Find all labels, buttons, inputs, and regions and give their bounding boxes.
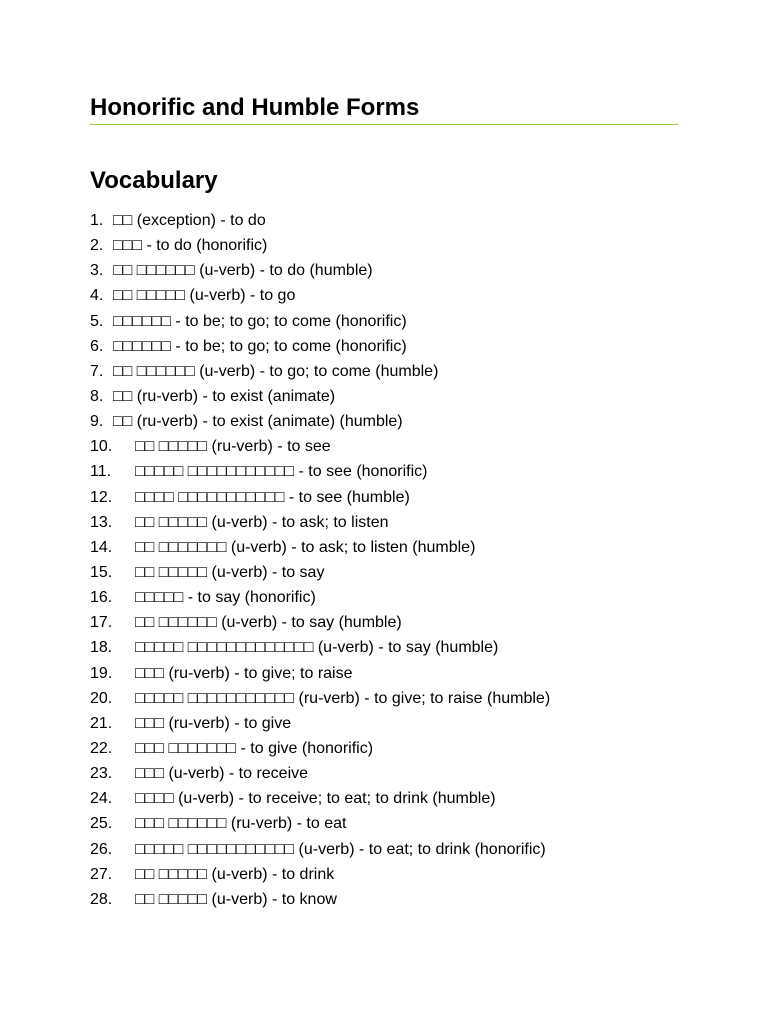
vocabulary-list-item	[90, 485, 550, 510]
list-item-number: 2.	[90, 237, 104, 255]
list-item-number: 12.	[90, 488, 113, 506]
list-item-number: 13.	[90, 513, 113, 531]
vocabulary-list-item	[90, 283, 550, 308]
list-item-text: □□ □□□□□ (u-verb) - to drink	[135, 865, 335, 883]
list-item-number: 3.	[90, 262, 104, 280]
list-item-text: □□ □□□□□□ (u-verb) - to say (humble)	[135, 614, 402, 632]
vocabulary-list-item	[90, 761, 550, 786]
vocabulary-list-item	[90, 661, 550, 686]
list-item-text: □□□□□ □□□□□□□□□□□ (u-verb) - to eat; to drink (honorific)	[135, 840, 546, 858]
list-item-text: □□ □□□□□ (u-verb) - to know	[135, 890, 337, 908]
list-item-text: □□□□□ □□□□□□□□□□□ (ru-verb) - to give; to raise (humble)	[135, 689, 551, 707]
list-item-number: 16.	[90, 589, 113, 607]
vocabulary-list-item	[90, 434, 550, 459]
list-item-number: 6.	[90, 337, 104, 355]
list-item-text: □□□ □□□□□□□ - to give (honorific)	[135, 739, 374, 757]
list-item-number: 11.	[90, 463, 112, 481]
list-item-number: 8.	[90, 387, 104, 405]
list-item-number: 19.	[90, 664, 113, 682]
list-item-text: □□□□ □□□□□□□□□□□ - to see (humble)	[135, 488, 410, 506]
list-item-number: 5.	[90, 312, 104, 330]
vocabulary-list-item	[90, 786, 550, 811]
list-item-text: □□ (ru-verb) - to exist (animate) (humble)	[113, 413, 403, 431]
vocabulary-list-item	[90, 459, 550, 484]
list-item-text: □□□□□ □□□□□□□□□□□□□ (u-verb) - to say (humble)	[135, 639, 499, 657]
list-item-number: 27.	[90, 865, 113, 883]
list-item-number: 20.	[90, 689, 113, 707]
vocabulary-list-item	[90, 862, 550, 887]
list-item-number: 22.	[90, 739, 113, 757]
vocabulary-list-item	[90, 510, 550, 535]
list-item-text: □□□ (u-verb) - to receive	[135, 765, 309, 783]
list-item-number: 24.	[90, 790, 113, 808]
list-item-number: 15.	[90, 563, 113, 581]
list-item-text: □□ □□□□□□ (u-verb) - to do (humble)	[113, 262, 373, 280]
vocabulary-list-item	[90, 711, 550, 736]
list-item-text: □□□ (ru-verb) - to give	[135, 714, 292, 732]
vocabulary-list-item	[90, 736, 550, 761]
vocabulary-list-item	[90, 258, 550, 283]
vocabulary-list-item	[90, 334, 550, 359]
list-item-text: □□ □□□□□ (u-verb) - to go	[113, 287, 296, 305]
list-item-number: 17.	[90, 614, 113, 632]
vocabulary-list-item	[90, 359, 550, 384]
page-title: Honorific and Humble Forms	[90, 94, 420, 121]
vocabulary-list-item	[90, 887, 550, 912]
list-item-text: □□ (exception) - to do	[113, 212, 266, 229]
vocabulary-list-item	[90, 811, 550, 836]
list-item-text: □□□ □□□□□□ (ru-verb) - to eat	[135, 815, 347, 833]
list-item-number: 25.	[90, 815, 113, 833]
list-item-text: □□□□□ □□□□□□□□□□□ - to see (honorific)	[135, 463, 428, 481]
list-item-number: 7.	[90, 362, 104, 380]
vocabulary-list-item	[90, 208, 550, 233]
vocabulary-list-item	[90, 233, 550, 258]
list-item-text: □□ (ru-verb) - to exist (animate)	[113, 387, 336, 405]
list-item-text: □□□ (ru-verb) - to give; to raise	[135, 664, 353, 682]
vocabulary-list-item	[90, 384, 550, 409]
list-item-text: □□□□□□ - to be; to go; to come (honorific)	[113, 312, 407, 330]
list-item-text: □□ □□□□□ (u-verb) - to ask; to listen	[135, 513, 389, 531]
section-heading-vocabulary: Vocabulary	[90, 167, 218, 194]
list-item-text: □□□□□ - to say (honorific)	[135, 589, 316, 607]
list-item-text: □□□□□□ - to be; to go; to come (honorific)	[113, 337, 407, 355]
list-item-number: 10.	[90, 438, 113, 456]
list-item-text: □□□□ (u-verb) - to receive; to eat; to drink (humble)	[135, 790, 496, 808]
list-item-number: 4.	[90, 287, 104, 305]
list-item-number: 18.	[90, 639, 113, 657]
list-item-text: □□ □□□□□ (u-verb) - to say	[135, 563, 325, 581]
vocabulary-list-item	[90, 535, 550, 560]
vocabulary-list-item	[90, 309, 550, 334]
list-item-text: □□ □□□□□□□ (u-verb) - to ask; to listen (humble)	[135, 538, 476, 556]
vocabulary-list-item	[90, 585, 550, 610]
list-item-text: □□ □□□□□ (ru-verb) - to see	[135, 438, 331, 456]
vocabulary-list	[90, 208, 550, 912]
list-item-number: 9.	[90, 413, 104, 431]
title-underline-divider	[90, 124, 678, 125]
vocabulary-list-item	[90, 686, 550, 711]
list-item-number: 28.	[90, 890, 113, 908]
list-item-number: 26.	[90, 840, 113, 858]
vocabulary-list-item	[90, 610, 550, 635]
vocabulary-list-item	[90, 635, 550, 660]
vocabulary-list-item	[90, 409, 550, 434]
list-item-number: 21.	[90, 714, 113, 732]
list-item-number: 14.	[90, 538, 113, 556]
vocabulary-list-item	[90, 560, 550, 585]
list-item-number: 23.	[90, 765, 113, 783]
vocabulary-list-item	[90, 837, 550, 862]
list-item-text: □□□ - to do (honorific)	[113, 237, 268, 255]
list-item-number: 1.	[90, 212, 104, 229]
list-item-text: □□ □□□□□□ (u-verb) - to go; to come (humble)	[113, 362, 439, 380]
